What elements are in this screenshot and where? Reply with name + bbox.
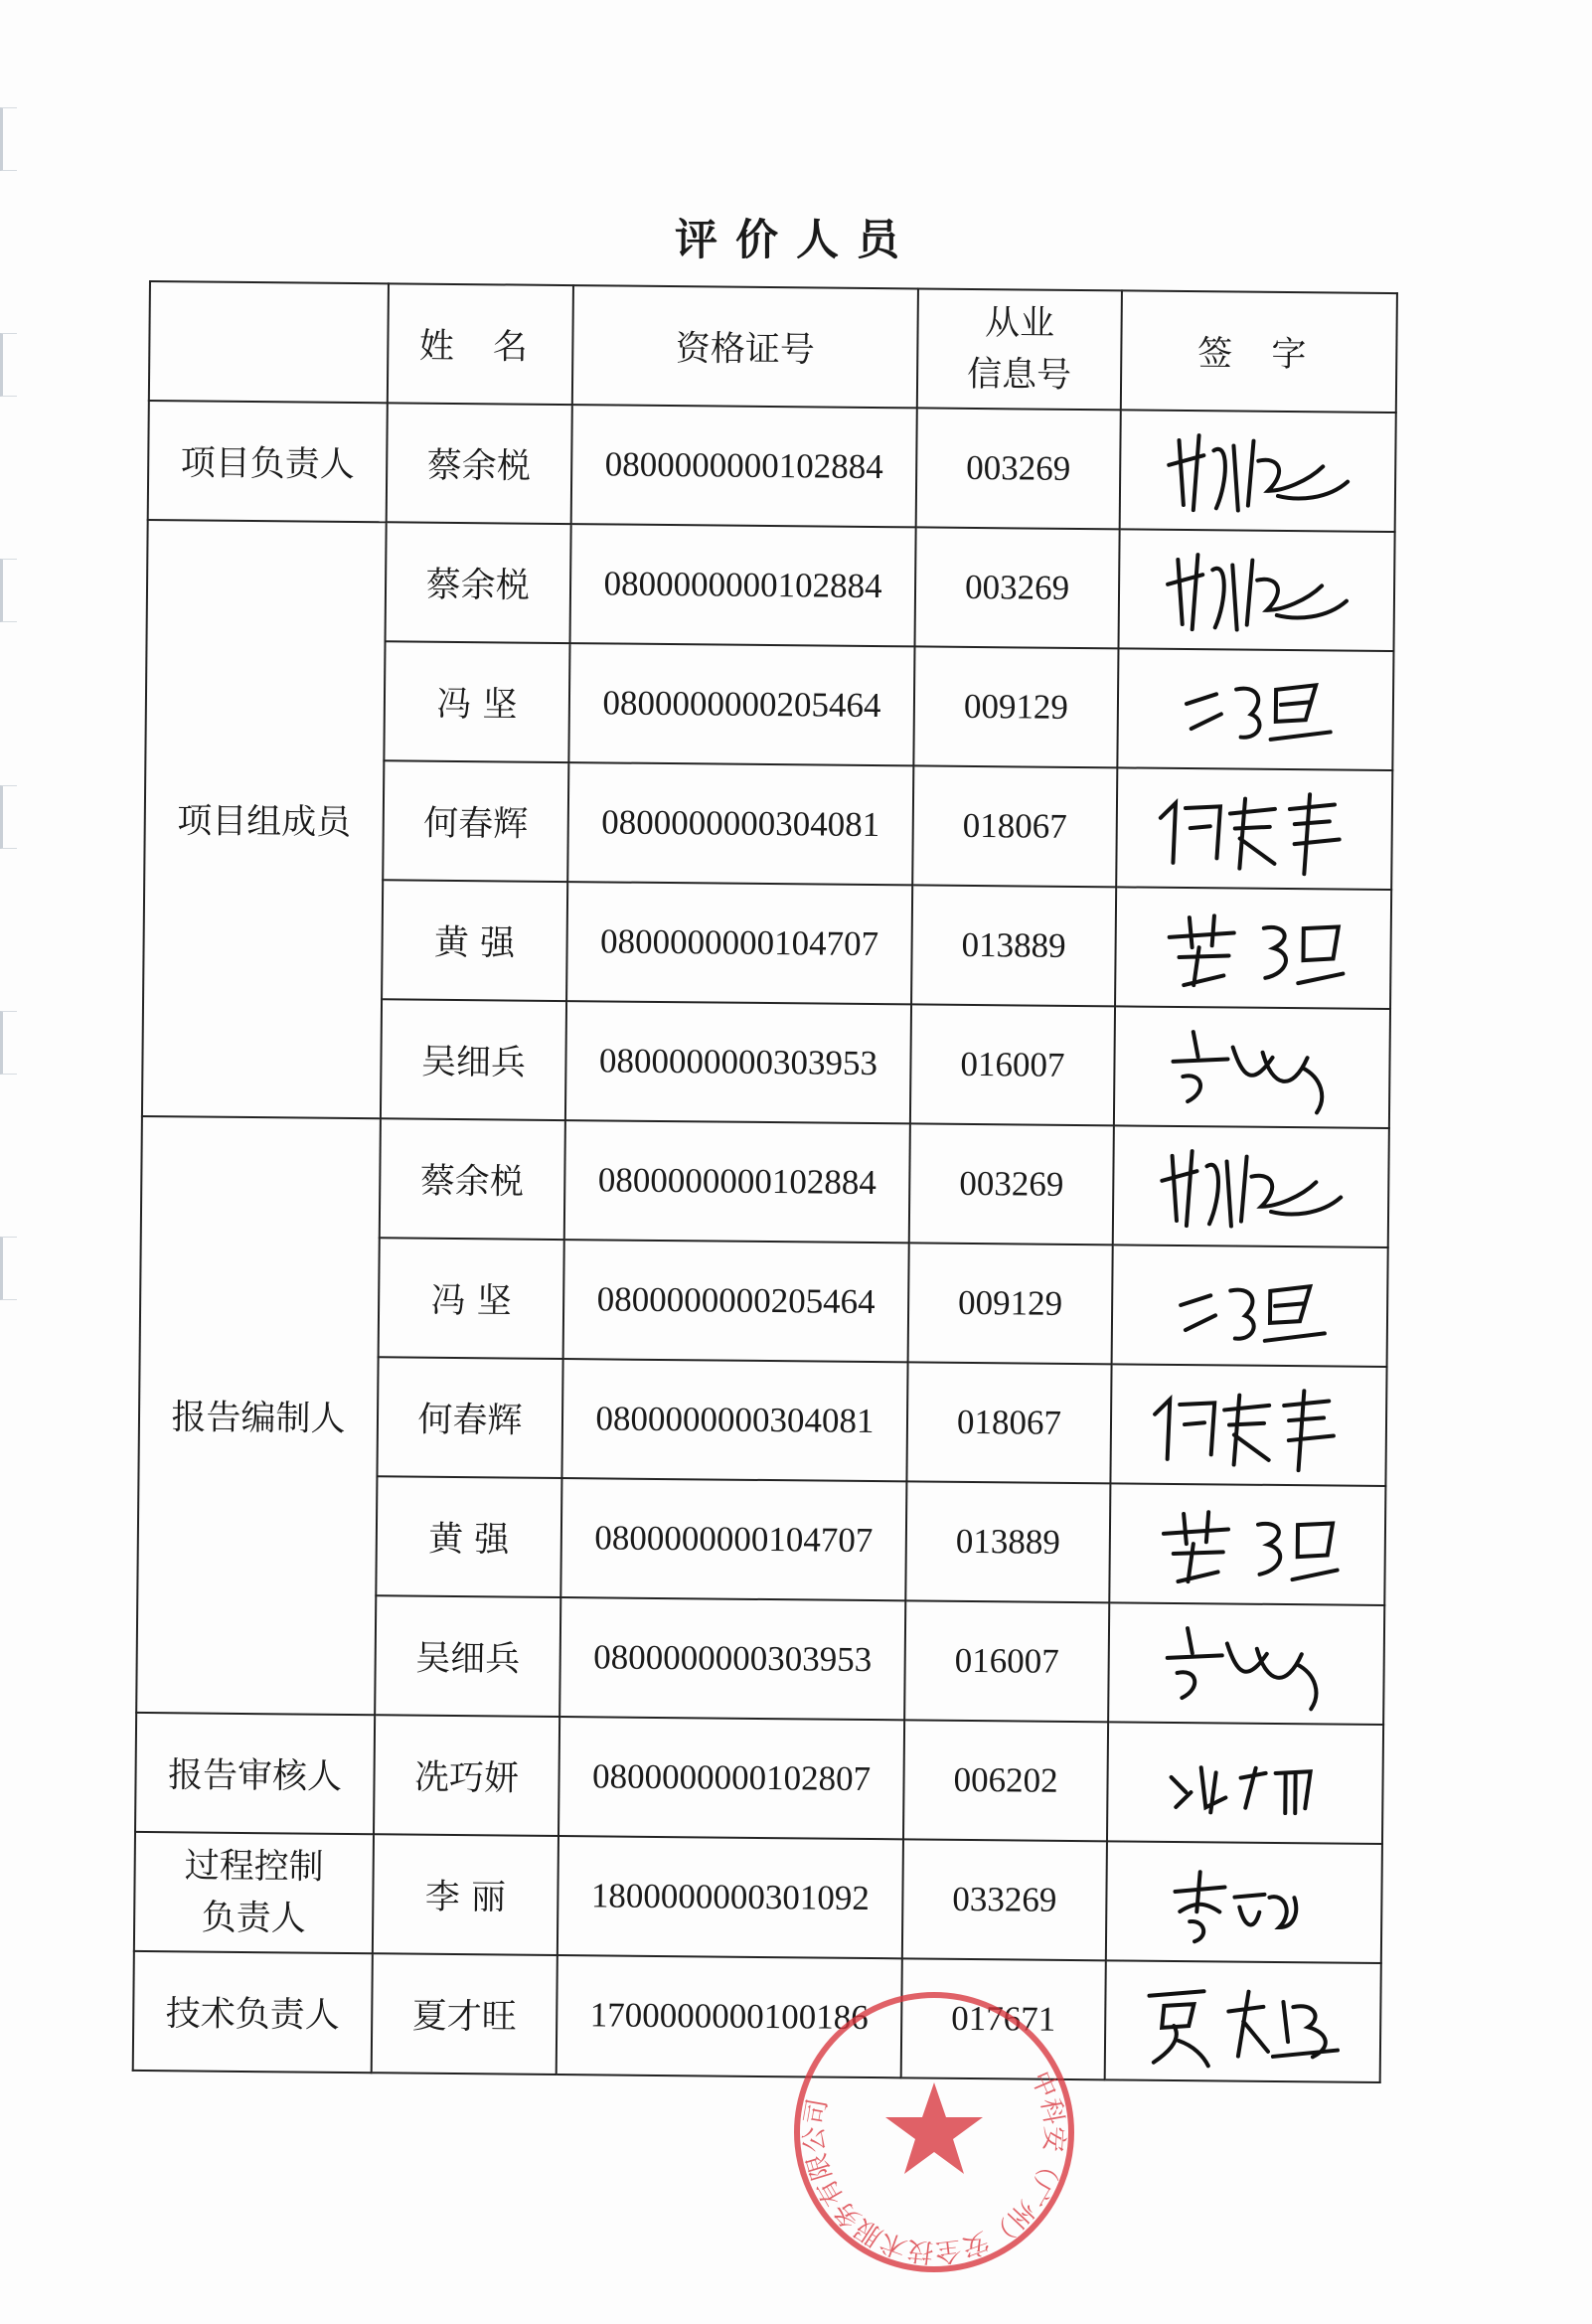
- signature-image: [1133, 1971, 1353, 2073]
- info-cell: 009129: [908, 1243, 1113, 1364]
- cert-cell: 0800000000102884: [564, 1120, 910, 1243]
- signature-cell: [1107, 1722, 1383, 1844]
- scan-edge-mark: [0, 785, 17, 849]
- cert-cell: 0800000000304081: [567, 762, 913, 885]
- table-row: [133, 1951, 1381, 2082]
- signature-image: [1147, 1613, 1347, 1715]
- header-cert: 资格证号: [572, 285, 918, 408]
- signature-cell: [1108, 1602, 1384, 1725]
- cert-cell: 0800000000205464: [568, 643, 914, 765]
- name-cell: 冯 坚: [379, 1238, 564, 1359]
- role-cell: [134, 1832, 374, 1953]
- name-cell: 吴细兵: [375, 1595, 560, 1717]
- info-cell: 013889: [911, 885, 1116, 1006]
- signature-cell: [1112, 1245, 1388, 1367]
- info-cell: 016007: [904, 1600, 1109, 1722]
- personnel-table: [132, 280, 1398, 2083]
- name-cell: 冯 坚: [384, 641, 569, 762]
- cert-cell: 0800000000102884: [571, 405, 917, 527]
- name-cell: 夏才旺: [372, 1953, 557, 2075]
- name-cell: 蔡余棁: [387, 403, 572, 524]
- table-row: [148, 401, 1396, 532]
- info-cell: 003269: [909, 1123, 1114, 1245]
- info-cell: 018067: [906, 1362, 1111, 1483]
- scan-edge-mark: [0, 333, 17, 397]
- signature-cell: [1116, 767, 1392, 890]
- info-cell: 009129: [913, 646, 1118, 767]
- scan-edge-mark: [0, 1011, 17, 1075]
- signature-image: [1156, 659, 1355, 760]
- name-cell: 黄 强: [382, 880, 567, 1001]
- header-name: 姓 名: [388, 283, 573, 405]
- name-cell: 李 丽: [373, 1834, 558, 1955]
- signature-cell: [1114, 1006, 1390, 1128]
- header-info-line1: 从业: [984, 302, 1055, 344]
- signature-image: [1150, 1255, 1350, 1357]
- role-cell: 项目负责人: [148, 401, 388, 522]
- signature-image: [1146, 1733, 1346, 1834]
- signature-cell: [1117, 648, 1393, 770]
- scan-edge-mark: [0, 1237, 17, 1300]
- header-row: [149, 281, 1397, 413]
- signature-cell: [1110, 1364, 1386, 1486]
- info-cell: 003269: [916, 408, 1121, 529]
- role-cell: 技术负责人: [133, 1951, 373, 2073]
- name-cell: 蔡余棁: [380, 1118, 565, 1240]
- header-info: [917, 288, 1122, 410]
- cert-cell: 0800000000304081: [561, 1359, 907, 1481]
- info-cell: 016007: [910, 1004, 1115, 1125]
- cert-cell: 0800000000102807: [558, 1717, 904, 1839]
- cert-cell: 0800000000102884: [570, 524, 916, 646]
- cert-cell: 0800000000104707: [560, 1478, 906, 1600]
- role-cell: 报告审核人: [135, 1713, 375, 1834]
- page-title: 评价人员: [675, 216, 917, 265]
- signature-cell: [1120, 410, 1396, 532]
- role-line1: 过程控制: [184, 1845, 324, 1888]
- signature-image: [1151, 1136, 1351, 1238]
- signature-image: [1154, 898, 1353, 999]
- cert-cell: 0800000000205464: [563, 1240, 909, 1362]
- info-cell: 003269: [914, 527, 1119, 648]
- signature-image: [1139, 1375, 1358, 1476]
- signature-image: [1152, 1017, 1352, 1118]
- signature-image: [1157, 540, 1356, 641]
- signature-image: [1144, 1852, 1344, 1953]
- seal-text: 中科安（广州）安全技术服务有限公司: [799, 2067, 1069, 2267]
- role-line2: 负责人: [201, 1898, 306, 1939]
- name-cell: 吴细兵: [381, 999, 566, 1120]
- cert-cell: 0800000000303953: [559, 1597, 905, 1720]
- scan-edge-mark: [0, 107, 17, 171]
- signature-cell: [1118, 529, 1394, 651]
- signature-cell: [1106, 1841, 1382, 1963]
- signature-cell: [1113, 1125, 1389, 1247]
- info-cell: 017671: [901, 1958, 1106, 2079]
- signature-image: [1158, 420, 1357, 522]
- cert-cell: 1700000000100186: [557, 1955, 902, 2077]
- signature-image: [1148, 1494, 1348, 1595]
- name-cell: 蔡余棁: [386, 522, 571, 643]
- company-seal-image: [785, 1983, 1083, 2281]
- table-row: [135, 1713, 1383, 1844]
- info-cell: 006202: [903, 1720, 1108, 1841]
- cert-cell: 0800000000303953: [565, 1001, 911, 1123]
- signature-cell: [1109, 1483, 1385, 1605]
- role-cell: 项目组成员: [142, 520, 387, 1118]
- name-cell: 冼巧妍: [374, 1715, 559, 1836]
- info-cell: 033269: [902, 1839, 1107, 1960]
- signature-cell: [1115, 887, 1391, 1009]
- cert-cell: 0800000000104707: [566, 882, 912, 1004]
- info-cell: 013889: [905, 1481, 1110, 1602]
- name-cell: 何春辉: [377, 1357, 562, 1478]
- name-cell: 何春辉: [383, 760, 568, 882]
- table-row: [141, 1116, 1389, 1247]
- header-blank-cell: [149, 281, 389, 403]
- signature-cell: [1105, 1960, 1381, 2082]
- table-row: [134, 1832, 1382, 1963]
- cert-cell: 1800000000301092: [557, 1836, 903, 1958]
- signature-image: [1145, 778, 1364, 880]
- header-sign: 签 字: [1121, 290, 1397, 413]
- scan-edge-mark: [0, 559, 17, 622]
- role-cell: 报告编制人: [136, 1116, 381, 1715]
- table-row: [147, 520, 1395, 651]
- header-info-line2: 信息号: [966, 354, 1072, 396]
- name-cell: 黄 强: [376, 1476, 561, 1597]
- info-cell: 018067: [912, 765, 1117, 887]
